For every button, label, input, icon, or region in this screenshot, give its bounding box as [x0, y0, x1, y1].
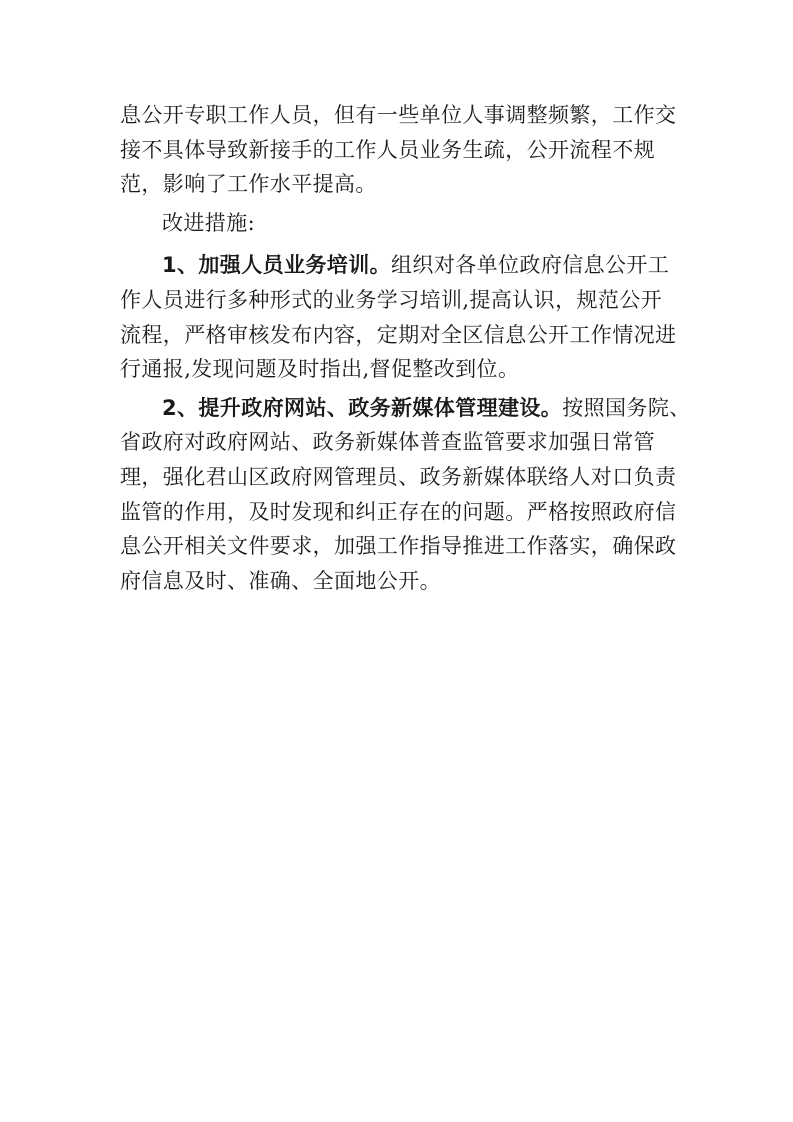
- document-body: [120, 98, 691, 598]
- measure-1-title: 1、加强人员业务培训。: [162, 253, 392, 278]
- text-line: 作人员进行多种形式的业务学习培训,提高认识，规范公开: [120, 287, 663, 312]
- text-line: 息公开专职工作人员，但有一些单位人事调整频繁，工作交: [120, 103, 677, 127]
- text-line: 省政府对政府网站、政务新媒体普查监管要求加强日常管: [120, 430, 655, 455]
- measure-1-paragraph: [120, 248, 680, 386]
- measure-2-title: 2、提升政府网站、政务新媒体管理建设。: [162, 395, 563, 420]
- measure-1-first-line-text: 组织对各单位政府信息公开工: [391, 253, 670, 278]
- text-line: 范，影响了工作水平提高。: [120, 172, 377, 197]
- text-line: 接不具体导致新接手的工作人员业务生疏，公开流程不规: [120, 137, 655, 162]
- continuation-paragraph: [120, 98, 680, 202]
- text-line: 流程，严格审核发布内容，定期对全区信息公开工作情况进: [120, 322, 677, 347]
- text-line: 理，强化君山区政府网管理员、政务新媒体联络人对口负责: [120, 464, 677, 489]
- measure-2-paragraph: [120, 391, 691, 599]
- spacer: [120, 240, 680, 248]
- section-heading-paragraph: [120, 206, 680, 241]
- text-line: 监管的作用，及时发现和纠正存在的问题。严格按照政府信: [120, 499, 677, 524]
- section-heading: 改进措施:: [162, 210, 256, 235]
- measure-2-first-line: [120, 391, 691, 426]
- text-line: 行通报,发现问题及时指出,督促整改到位。: [120, 357, 520, 382]
- text-line: 府信息及时、准确、全面地公开。: [120, 568, 441, 593]
- measure-1-first-line: [120, 248, 680, 283]
- measure-2-first-line-text: 按照国务院、: [562, 395, 691, 420]
- text-line: 息公开相关文件要求，加强工作指导推进工作落实，确保政: [120, 534, 677, 559]
